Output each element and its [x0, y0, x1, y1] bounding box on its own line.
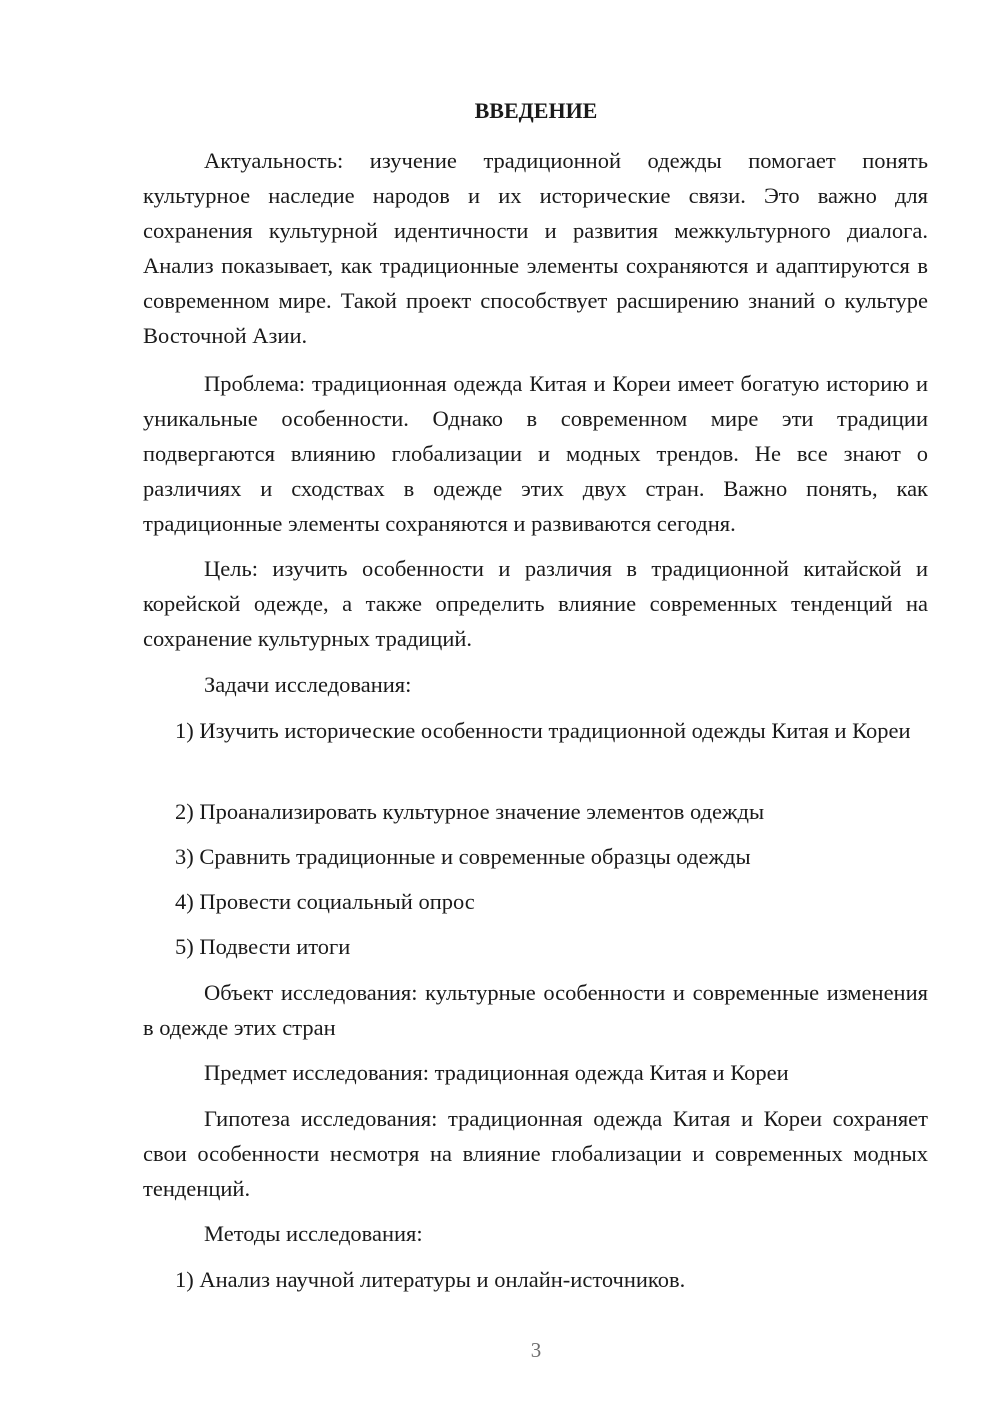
- page-number: 3: [530, 1338, 542, 1362]
- task-item-1: 1) Изучить исторические особенности традиционной одежды Китая и Кореи: [175, 718, 911, 743]
- tasks-heading: Задачи исследования:: [204, 672, 412, 697]
- object-paragraph: Объект исследования: культурные особенности и современные изменения в одежде этих стран: [143, 980, 928, 1040]
- relevance-paragraph: Актуальность: изучение традиционной одежды помогает понять культурное наследие народов и их исторические связи. Это важно для сохранения культурной идентичности и развития межкультурного диалога. Анализ показывает, как традиционные элементы сохраняются и адаптируются в современном мире. Такой проект способствует расширению знаний о культуре Восточной Азии.: [143, 148, 928, 348]
- subject-paragraph: Предмет исследования: традиционная одежда Китая и Кореи: [204, 1060, 789, 1085]
- task-item-4: 4) Провести социальный опрос: [175, 889, 475, 914]
- task-item-3: 3) Сравнить традиционные и современные образцы одежды: [175, 844, 751, 869]
- method-item-1: 1) Анализ научной литературы и онлайн-источников.: [175, 1267, 686, 1292]
- methods-heading: Методы исследования:: [204, 1221, 423, 1246]
- goal-paragraph: Цель: изучить особенности и различия в традиционной китайской и корейской одежде, а также определить влияние современных тенденций на сохранение культурных традиций.: [143, 556, 928, 651]
- section-title: ВВЕДЕНИЕ: [474, 98, 598, 123]
- task-item-2: 2) Проанализировать культурное значение элементов одежды: [175, 799, 765, 824]
- hypothesis-paragraph: Гипотеза исследования: традиционная одежда Китая и Кореи сохраняет свои особенности несмотря на влияние глобализации и современных модных тенденций.: [143, 1106, 928, 1201]
- problem-paragraph: Проблема: традиционная одежда Китая и Кореи имеет богатую историю и уникальные особенности. Однако в современном мире эти традиции подвергаются влиянию глобализации и модных трендов. Не все знают о различиях и сходствах в одежде этих двух стран. Важно понять, как традиционные элементы сохраняются и развиваются сегодня.: [143, 371, 928, 536]
- task-item-5: 5) Подвести итоги: [175, 934, 351, 959]
